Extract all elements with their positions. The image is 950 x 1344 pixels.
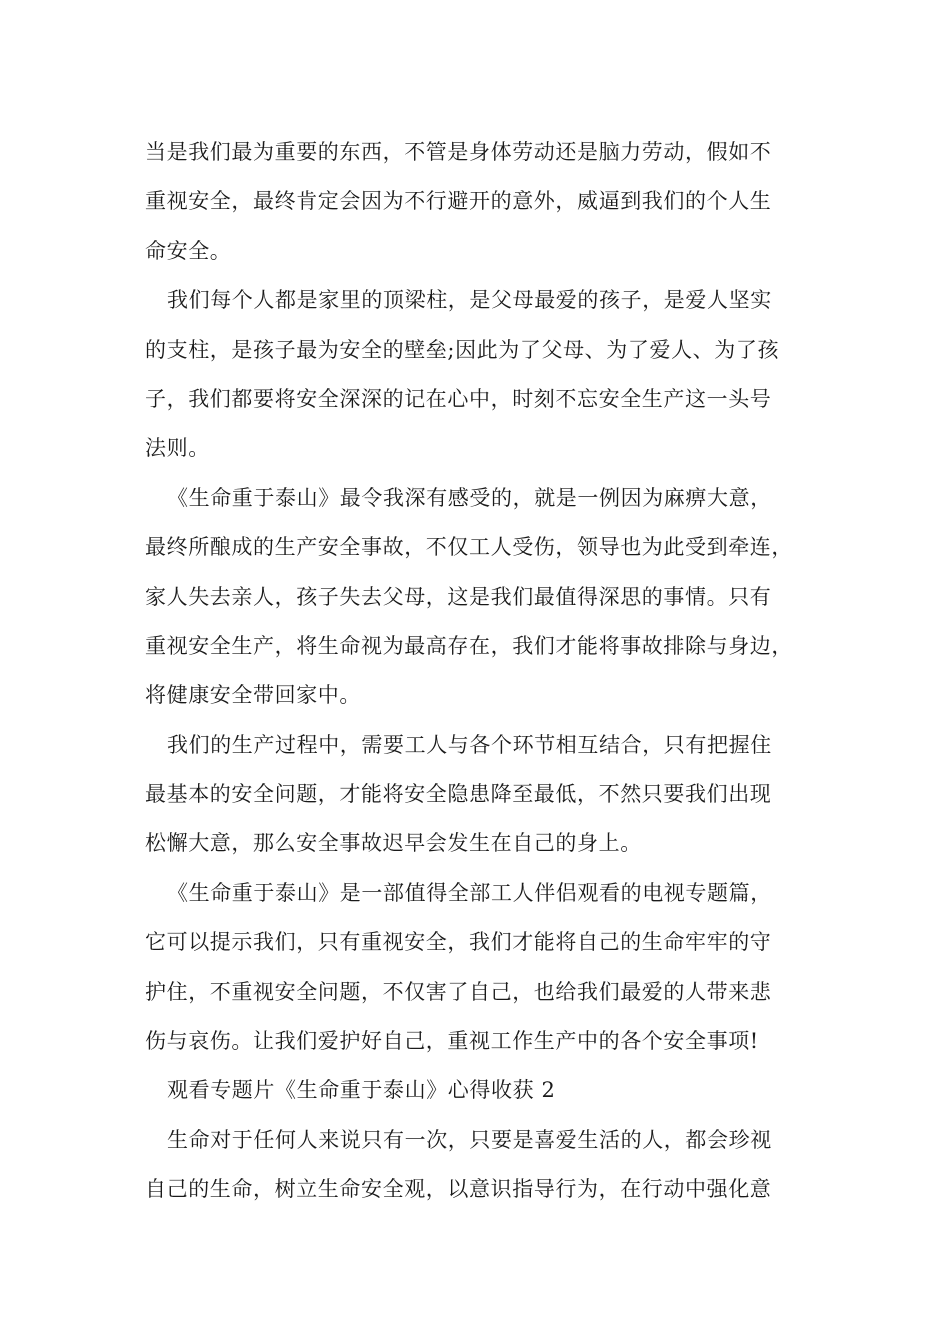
heading-line: 观看专题片《生命重于泰山》心得收获 2 <box>167 1078 556 1103</box>
paragraph <box>145 869 835 1067</box>
text-line: 当是我们最为重要的东西，不管是身体劳动还是脑力劳动，假如不 <box>145 140 772 164</box>
text-line: 我们每个人都是家里的顶梁柱，是父母最爱的孩子，是爱人坚实 <box>167 288 772 313</box>
paragraph <box>145 721 835 869</box>
text-line: 法则。 <box>145 436 210 461</box>
paragraph <box>145 128 835 276</box>
text-line: 重视安全，最终肯定会因为不行避开的意外，威逼到我们的个人生 <box>145 189 772 214</box>
text-line: 松懈大意，那么安全事故迟早会发生在自己的身上。 <box>145 831 642 856</box>
text-line: 重视安全生产，将生命视为最高存在，我们才能将事故排除与身边， <box>145 633 793 658</box>
text-line: 《生命重于泰山》最令我深有感受的，就是一例因为麻痹大意， <box>167 485 772 510</box>
text-line: 我们的生产过程中，需要工人与各个环节相互结合，只有把握住 <box>167 732 772 757</box>
text-line: 伤与哀伤。让我们爱护好自己，重视工作生产中的各个安全事项! <box>145 1029 759 1054</box>
paragraph <box>145 1116 835 1215</box>
text-line: 将健康安全带回家中。 <box>145 683 361 708</box>
text-line: 自己的生命，树立生命安全观，以意识指导行为，在行动中强化意 <box>145 1177 772 1202</box>
text-line: 最基本的安全问题，才能将安全隐患降至最低，不然只要我们出现 <box>145 782 772 807</box>
text-line: 的支柱，是孩子最为安全的壁垒;因此为了父母、为了爱人、为了孩 <box>145 337 780 362</box>
document-body <box>145 128 835 1215</box>
paragraph <box>145 276 835 474</box>
text-line: 最终所酿成的生产安全事故，不仅工人受伤，领导也为此受到牵连， <box>145 535 793 560</box>
text-line: 生命对于任何人来说只有一次，只要是喜爱生活的人，都会珍视 <box>167 1127 772 1152</box>
text-line: 命安全。 <box>145 238 232 263</box>
text-line: 子，我们都要将安全深深的记在心中，时刻不忘安全生产这一头号 <box>145 386 772 411</box>
text-line: 它可以提示我们，只有重视安全，我们才能将自己的生命牢牢的守 <box>145 930 772 955</box>
text-line: 《生命重于泰山》是一部值得全部工人伴侣观看的电视专题篇， <box>167 880 772 905</box>
text-line: 家人失去亲人，孩子失去父母，这是我们最值得深思的事情。只有 <box>145 584 772 609</box>
section-heading <box>145 1066 835 1115</box>
paragraph <box>145 474 835 721</box>
text-line: 护住，不重视安全问题，不仅害了自己，也给我们最爱的人带来悲 <box>145 979 772 1004</box>
